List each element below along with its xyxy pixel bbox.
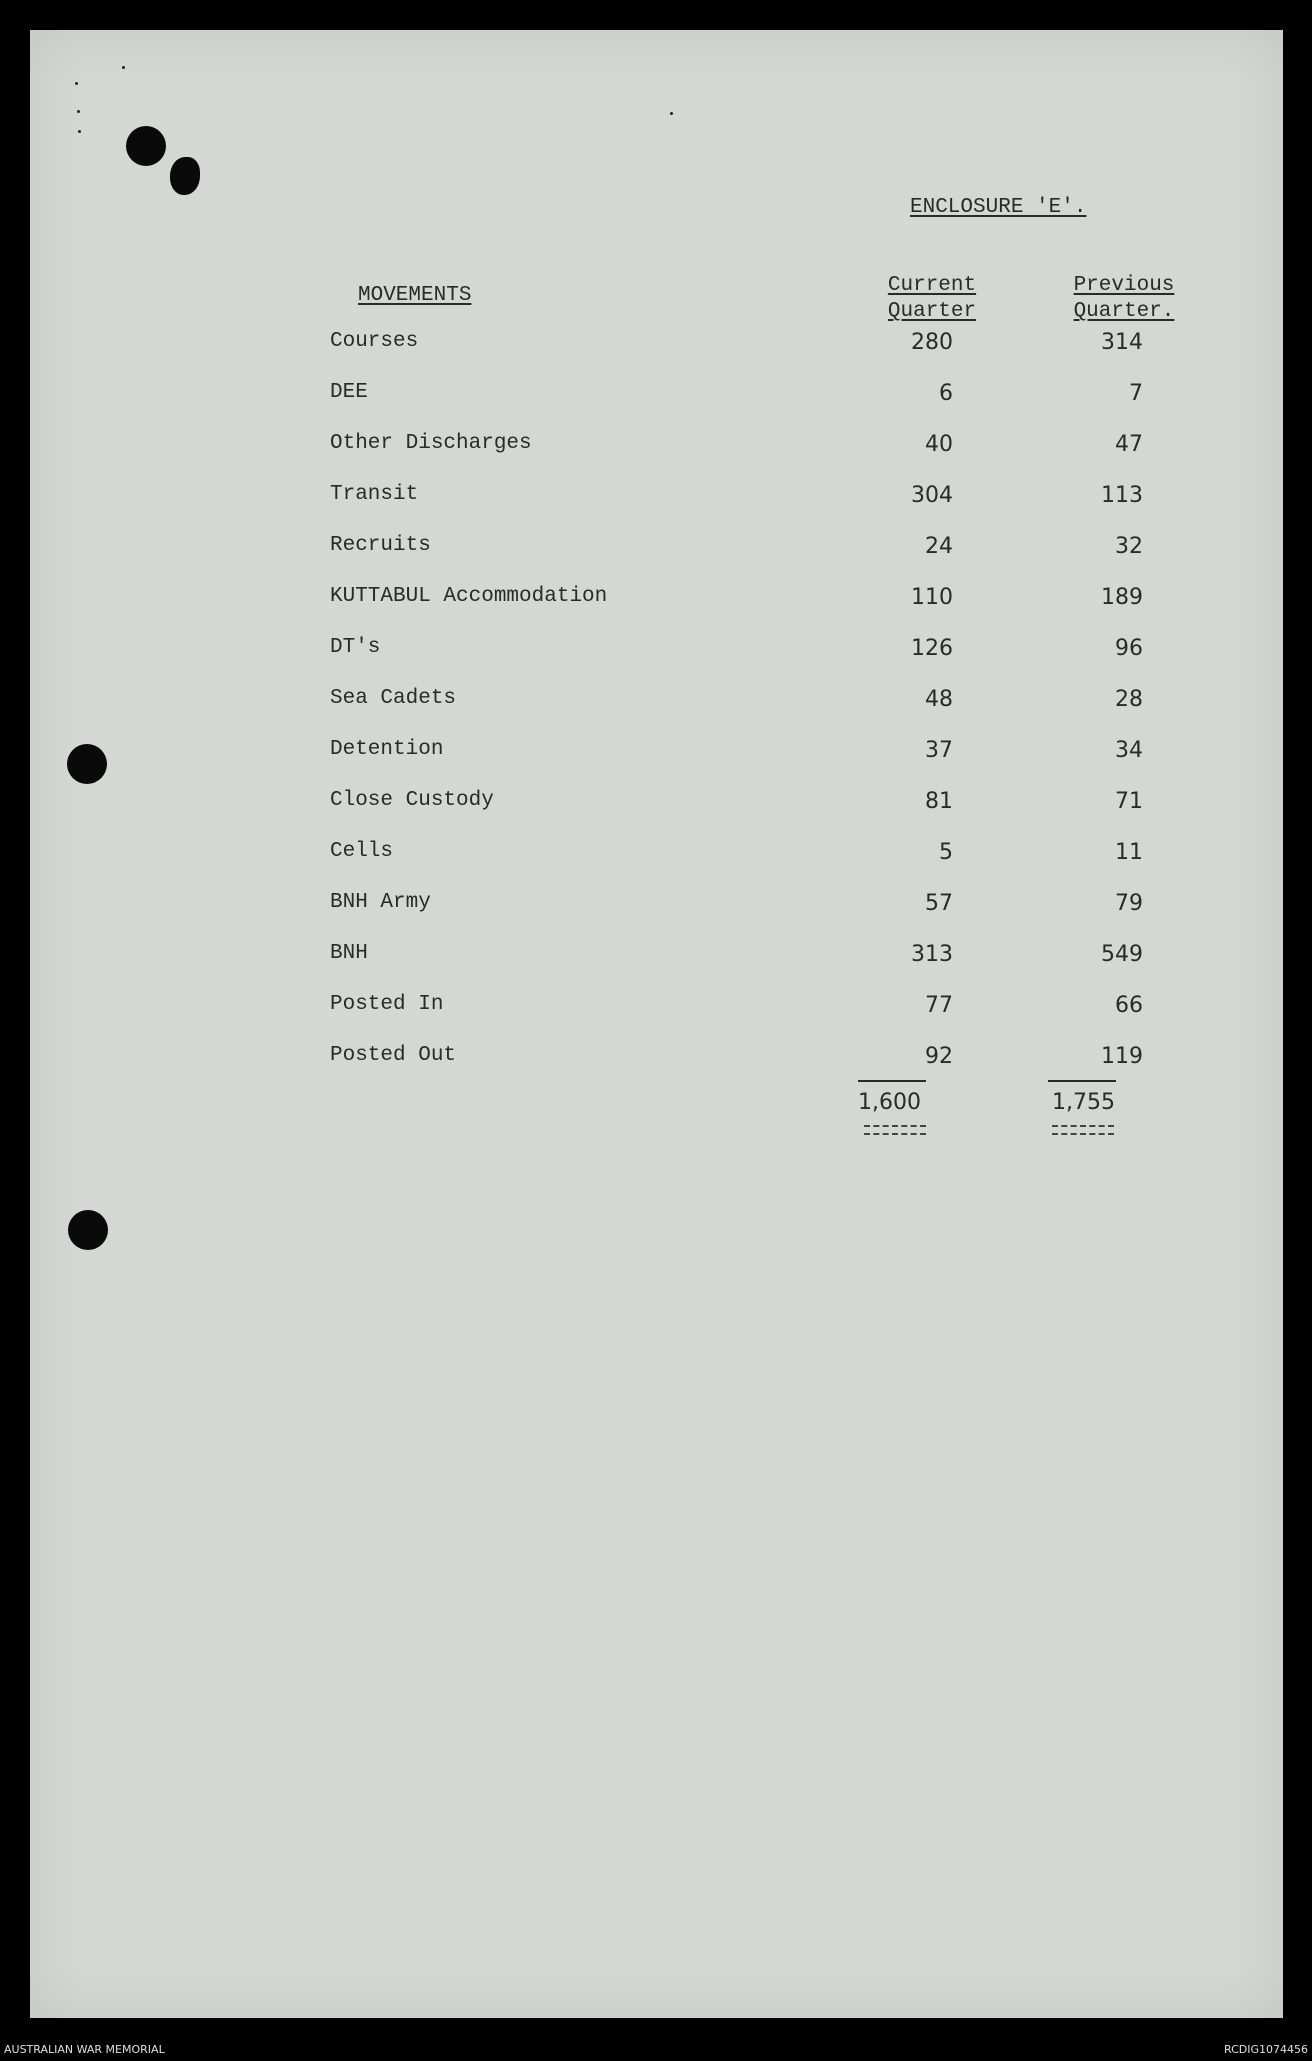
table-row <box>30 585 1283 615</box>
torn-hole <box>170 157 200 195</box>
row-previous-value: 11 <box>1115 840 1143 865</box>
row-label: KUTTABUL Accommodation <box>330 585 608 608</box>
paper-speck <box>122 66 125 69</box>
row-current-value: 40 <box>925 432 953 457</box>
row-previous-value: 34 <box>1115 738 1143 763</box>
paper-speck <box>77 110 80 113</box>
row-current-value: 304 <box>911 483 953 508</box>
row-previous-value: 314 <box>1101 330 1143 355</box>
previous-heading-line2: Quarter. <box>1073 300 1175 323</box>
double-rule-current <box>864 1125 926 1135</box>
table-row <box>30 687 1283 717</box>
row-previous-value: 96 <box>1115 636 1143 661</box>
table-row <box>30 432 1283 462</box>
table-row <box>30 381 1283 411</box>
row-current-value: 57 <box>925 891 953 916</box>
row-label: Courses <box>330 330 419 353</box>
row-previous-value: 71 <box>1115 789 1143 814</box>
previous-quarter-heading <box>1064 273 1184 325</box>
subtotal-rule-current <box>858 1080 926 1082</box>
paper-speck <box>670 112 673 115</box>
row-current-value: 24 <box>925 534 953 559</box>
current-quarter-heading <box>872 273 992 325</box>
row-label: Posted In <box>330 993 444 1016</box>
row-current-value: 110 <box>911 585 953 610</box>
footer-record-id: RCDIG1074456 <box>1223 2043 1308 2056</box>
double-rule-previous <box>1052 1125 1114 1135</box>
row-current-value: 126 <box>911 636 953 661</box>
row-previous-value: 113 <box>1101 483 1143 508</box>
row-current-value: 6 <box>939 381 953 406</box>
table-row <box>30 330 1283 360</box>
row-label: Detention <box>330 738 444 761</box>
footer-archive-name: AUSTRALIAN WAR MEMORIAL <box>4 2043 165 2056</box>
document-page <box>30 30 1283 2018</box>
row-label: Recruits <box>330 534 431 557</box>
row-current-value: 77 <box>925 993 953 1018</box>
row-current-value: 48 <box>925 687 953 712</box>
table-row <box>30 840 1283 870</box>
row-previous-value: 66 <box>1115 993 1143 1018</box>
row-label: Sea Cadets <box>330 687 457 710</box>
row-label: Close Custody <box>330 789 494 812</box>
row-previous-value: 549 <box>1101 942 1143 967</box>
row-label: DEE <box>330 381 368 404</box>
table-row <box>30 738 1283 768</box>
paper-speck <box>75 82 78 85</box>
row-label: Transit <box>330 483 419 506</box>
table-row <box>30 891 1283 921</box>
total-current: 1,600 <box>858 1090 921 1115</box>
row-current-value: 313 <box>911 942 953 967</box>
row-label: Posted Out <box>330 1044 457 1067</box>
row-previous-value: 189 <box>1101 585 1143 610</box>
table-row <box>30 483 1283 513</box>
punch-hole-top <box>126 126 166 166</box>
table-row <box>30 1044 1283 1074</box>
paper-speck <box>78 130 81 133</box>
row-label: Cells <box>330 840 394 863</box>
current-heading-line2: Quarter <box>887 300 977 323</box>
row-current-value: 37 <box>925 738 953 763</box>
enclosure-title: ENCLOSURE 'E'. <box>910 196 1087 219</box>
movements-heading: MOVEMENTS <box>358 284 472 307</box>
row-label: Other Discharges <box>330 432 532 455</box>
row-label: DT's <box>330 636 381 659</box>
total-previous: 1,755 <box>1052 1090 1115 1115</box>
row-label: BNH Army <box>330 891 431 914</box>
previous-heading-line1: Previous <box>1073 274 1175 297</box>
row-label: BNH <box>330 942 368 965</box>
table-row <box>30 636 1283 666</box>
row-previous-value: 119 <box>1101 1044 1143 1069</box>
row-current-value: 81 <box>925 789 953 814</box>
row-previous-value: 7 <box>1129 381 1143 406</box>
row-previous-value: 47 <box>1115 432 1143 457</box>
row-current-value: 92 <box>925 1044 953 1069</box>
current-heading-line1: Current <box>887 274 977 297</box>
row-previous-value: 32 <box>1115 534 1143 559</box>
table-row <box>30 789 1283 819</box>
row-previous-value: 79 <box>1115 891 1143 916</box>
table-row <box>30 993 1283 1023</box>
row-current-value: 5 <box>939 840 953 865</box>
row-current-value: 280 <box>911 330 953 355</box>
table-row <box>30 942 1283 972</box>
punch-hole-bottom <box>68 1210 108 1250</box>
subtotal-rule-previous <box>1048 1080 1116 1082</box>
row-previous-value: 28 <box>1115 687 1143 712</box>
table-row <box>30 534 1283 564</box>
